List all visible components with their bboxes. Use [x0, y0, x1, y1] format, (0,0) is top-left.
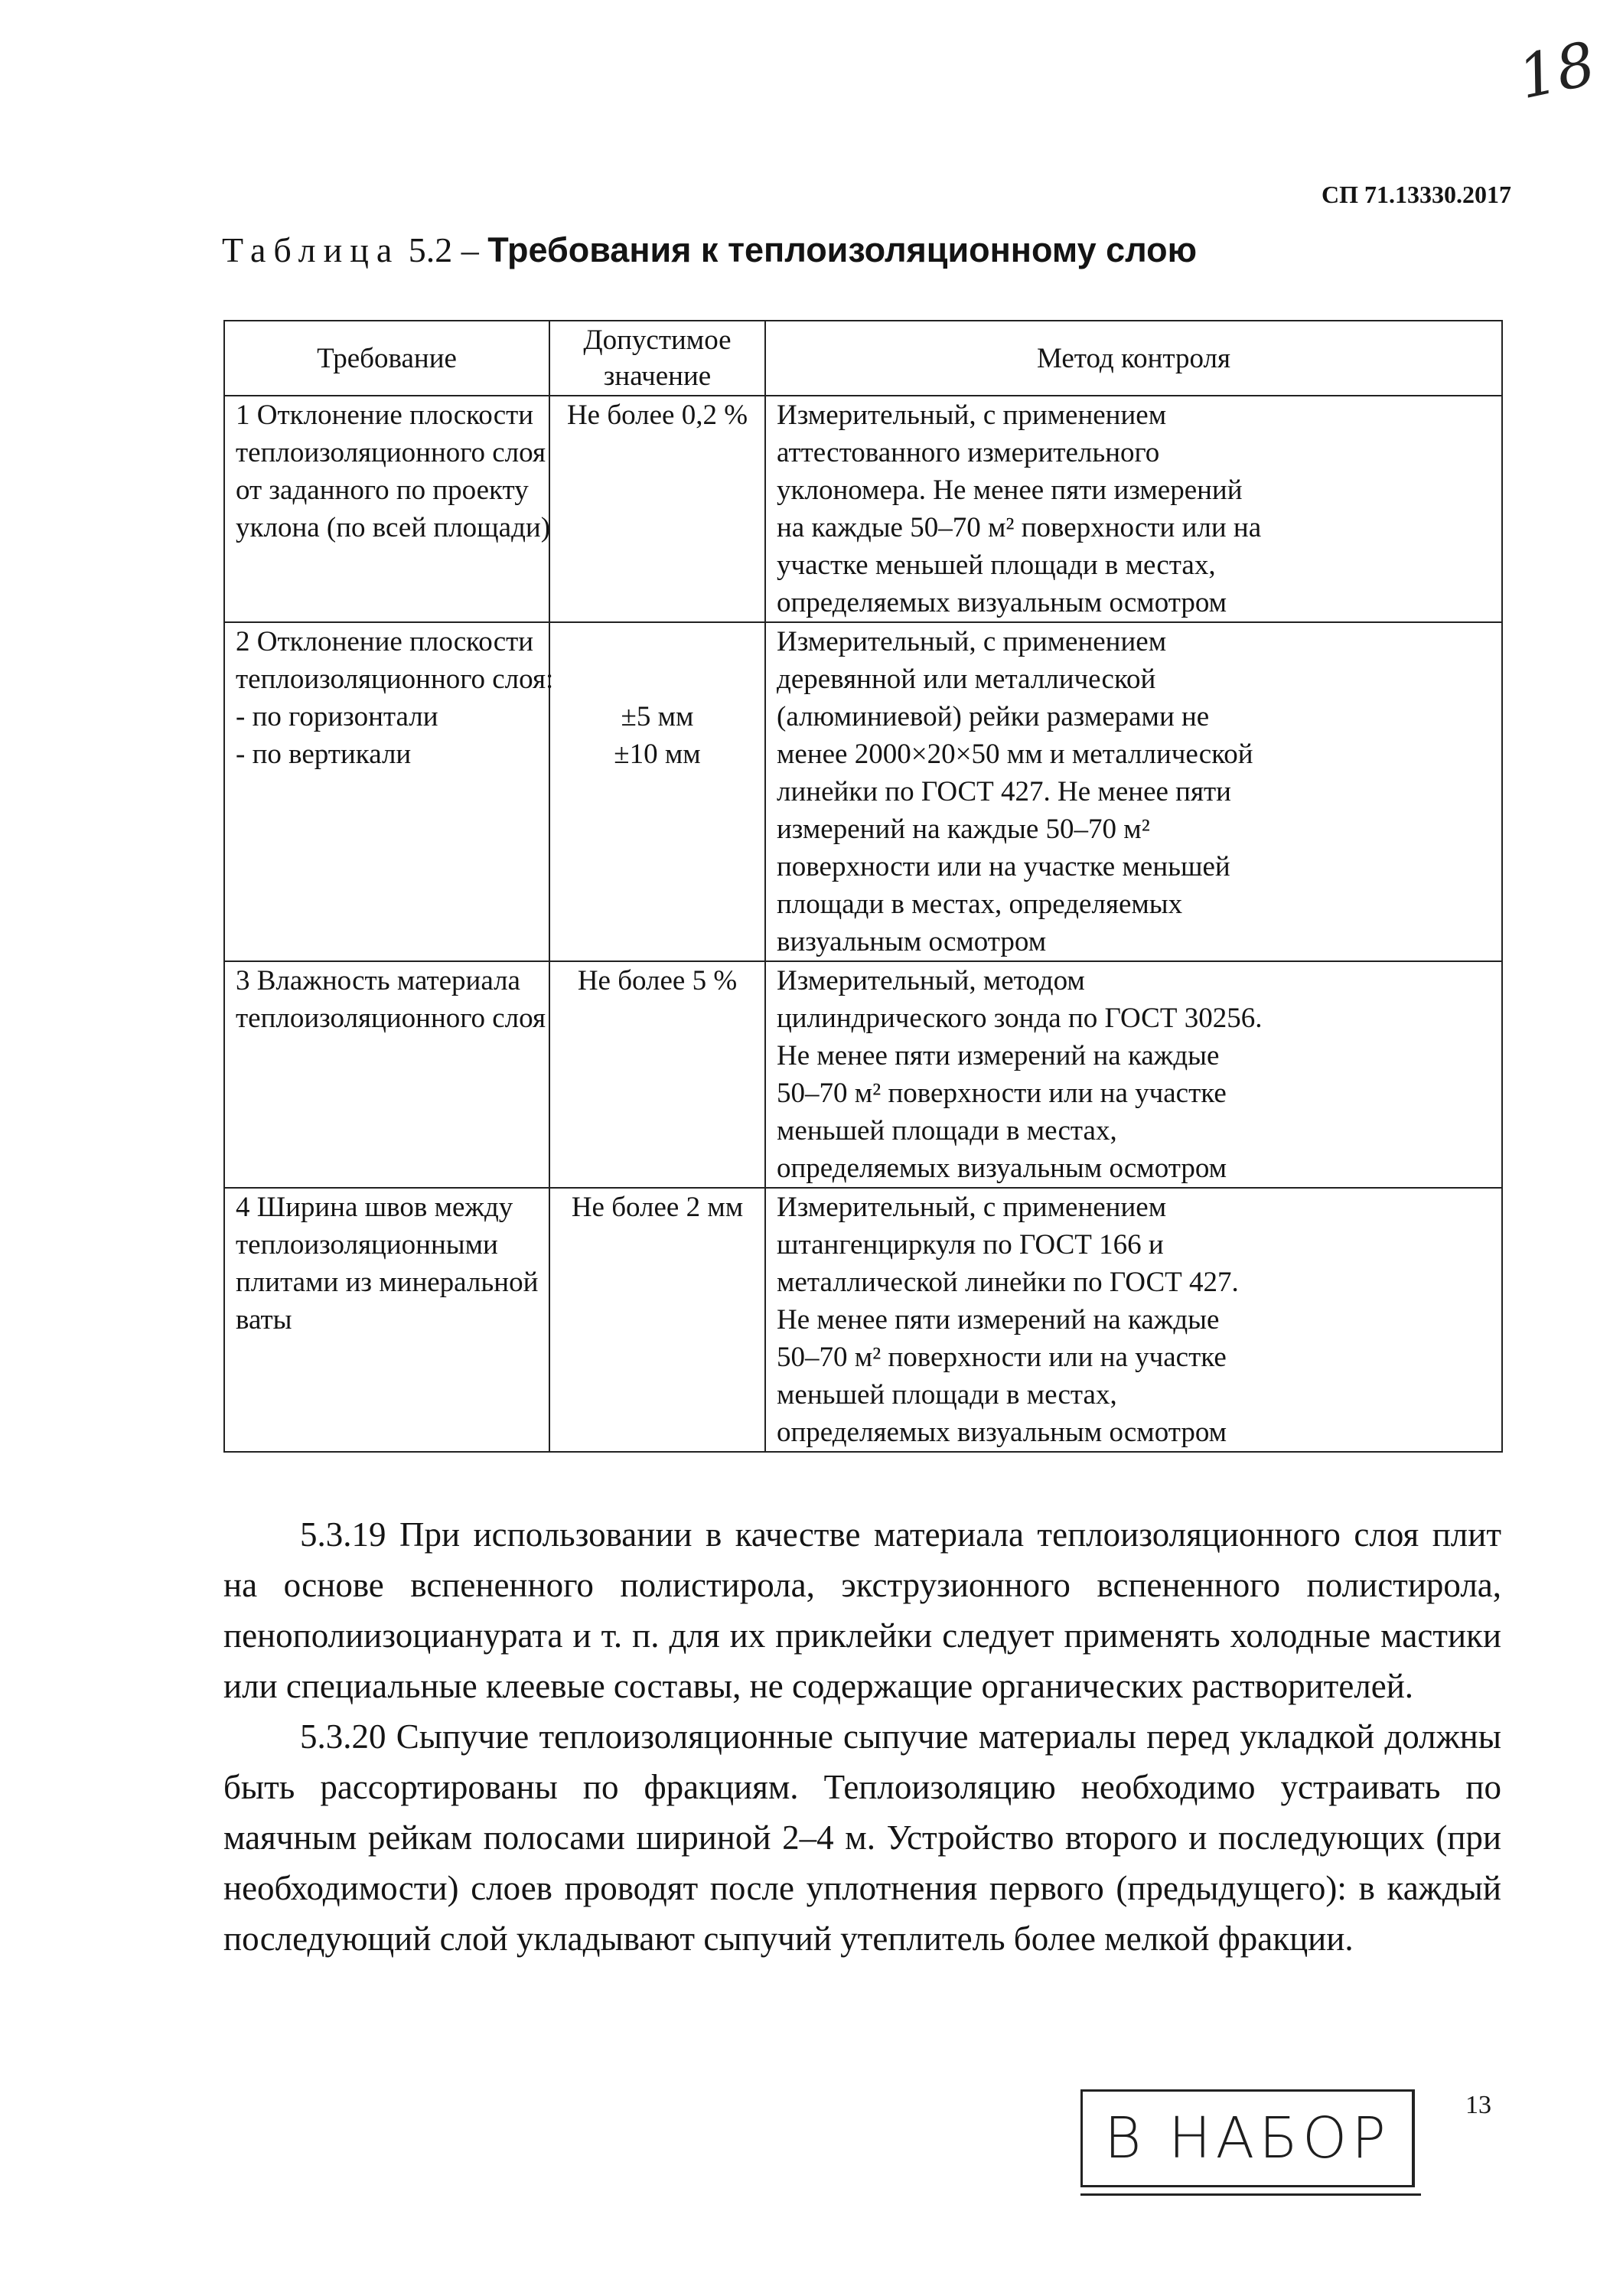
- method-line: Не менее пяти измерений на каждые: [777, 1040, 1220, 1071]
- in-typesetting-stamp: В НАБОР: [1080, 2089, 1415, 2187]
- method-cell: [765, 622, 1502, 961]
- method-line: участке меньшей площади в местах,: [777, 550, 1216, 581]
- requirement-cell: [224, 961, 549, 1188]
- requirement-line: - по горизонтали: [236, 701, 438, 732]
- requirement-line: 2 Отклонение плоскости: [236, 626, 534, 657]
- requirement-cell: [224, 622, 554, 961]
- method-line: определяемых визуальным осмотром: [777, 1153, 1227, 1184]
- body-text: [223, 1509, 1501, 1964]
- method-line: измерений на каждые 50–70 м²: [777, 814, 1150, 845]
- method-line: определяемых визуальным осмотром: [777, 587, 1227, 618]
- method-cell: [765, 1188, 1502, 1452]
- value-line: [561, 623, 754, 660]
- method-line: поверхности или на участке меньшей: [777, 851, 1230, 882]
- header-requirement: Требование: [224, 321, 549, 396]
- requirement-line: уклона (по всей площади): [236, 512, 551, 543]
- value-cell: [549, 622, 765, 961]
- table-header-row: [224, 321, 1502, 396]
- value-line: Не более 2 мм: [571, 1192, 744, 1223]
- method-line: Измерительный, с применением: [777, 400, 1167, 431]
- method-line: меньшей площади в местах,: [777, 1115, 1117, 1146]
- method-line: металлической линейки по ГОСТ 427.: [777, 1267, 1239, 1298]
- table-caption-label: Таблица: [222, 230, 400, 269]
- table-row: [224, 622, 1502, 961]
- table-caption-title: Требования к теплоизоляционному слою: [487, 230, 1198, 269]
- paragraph-5-3-19: 5.3.19 При использовании в качестве материала теплоизоляционного слоя плит на основе вспененного полистирола, экструзионного вспененного полистирола, пенополиизоцианурата и т. п. для их приклейки следует применять холодные мастики или специальные клеевые составы, не содержащие органических растворителей.: [223, 1515, 1501, 1705]
- method-line: Измерительный, методом: [777, 965, 1085, 996]
- value-cell: [549, 396, 765, 622]
- method-line: визуальным осмотром: [777, 926, 1047, 957]
- page-number: 13: [1465, 2091, 1491, 2119]
- method-line: 50–70 м² поверхности или на участке: [777, 1078, 1227, 1109]
- method-line: 50–70 м² поверхности или на участке: [777, 1342, 1227, 1373]
- requirement-cell: [224, 396, 549, 622]
- method-line: деревянной или металлической: [777, 664, 1156, 695]
- method-line: линейки по ГОСТ 427. Не менее пяти: [777, 776, 1231, 807]
- requirement-line: плитами из минеральной: [236, 1267, 539, 1298]
- requirement-line: - по вертикали: [236, 739, 412, 770]
- method-line: менее 2000×20×50 мм и металлической: [777, 739, 1253, 770]
- method-line: аттестованного измерительного: [777, 437, 1160, 468]
- handwritten-page-mark: 18: [1512, 29, 1602, 113]
- value-line: [561, 660, 754, 698]
- requirement-cell: [224, 1188, 549, 1452]
- method-line: на каждые 50–70 м² поверхности или на: [777, 512, 1262, 543]
- requirement-line: 4 Ширина швов между: [236, 1192, 513, 1223]
- method-line: Измерительный, с применением: [777, 1192, 1167, 1223]
- header-allowed-value: Допустимое значение: [549, 321, 765, 396]
- method-line: меньшей площади в местах,: [777, 1379, 1117, 1411]
- value-line: ±10 мм: [614, 739, 701, 770]
- value-cell: [549, 1188, 765, 1452]
- paragraph-5-3-20: 5.3.20 Сыпучие теплоизоляционные сыпучие материалы перед укладкой должны быть рассортированы по фракциям. Теплоизоляцию необходимо устраивать по маячным рейкам полосами шириной 2–4 м. Устройство второго и последующих (при необходимости) слоев проводят после уплотнения первого (предыдущего): в каждый последующий слой укладывают сыпучий утеплитель более мелкой фракции.: [223, 1717, 1501, 1958]
- requirement-line: 1 Отклонение плоскости: [236, 400, 534, 431]
- method-line: определяемых визуальным осмотром: [777, 1417, 1227, 1448]
- value-line: ±5 мм: [621, 701, 694, 732]
- table-caption: [222, 230, 1197, 270]
- requirement-line: теплоизоляционными: [236, 1229, 498, 1261]
- requirement-line: теплоизоляционного слоя: [236, 1003, 546, 1034]
- requirement-line: 3 Влажность материала: [236, 965, 520, 996]
- method-line: Измерительный, с применением: [777, 626, 1167, 657]
- method-line: площади в местах, определяемых: [777, 889, 1183, 920]
- method-cell: [765, 961, 1502, 1188]
- method-line: уклономера. Не менее пяти измерений: [777, 475, 1243, 506]
- requirement-line: ваты: [236, 1304, 292, 1336]
- method-line: цилиндрического зонда по ГОСТ 30256.: [777, 1003, 1263, 1034]
- method-line: (алюминиевой) рейки размерами не: [777, 701, 1210, 732]
- requirements-table: [223, 320, 1503, 1453]
- header-control-method: Метод контроля: [765, 321, 1502, 396]
- table-row: [224, 396, 1502, 622]
- method-line: штангенциркуля по ГОСТ 166 и: [777, 1229, 1164, 1261]
- value-line: Не более 5 %: [577, 965, 738, 996]
- table-row: [224, 961, 1502, 1188]
- value-cell: [549, 961, 765, 1188]
- document-code: СП 71.13330.2017: [1322, 181, 1511, 208]
- method-line: Не менее пяти измерений на каждые: [777, 1304, 1220, 1336]
- requirement-line: теплоизоляционного слоя:: [236, 664, 554, 695]
- value-line: Не более 0,2 %: [566, 400, 748, 431]
- table-caption-number: 5.2: [408, 230, 453, 269]
- table-caption-dash: –: [461, 230, 479, 269]
- table-row: [224, 1188, 1502, 1452]
- requirement-line: теплоизоляционного слоя: [236, 437, 546, 468]
- method-cell: [765, 396, 1502, 622]
- requirement-line: от заданного по проекту: [236, 475, 529, 506]
